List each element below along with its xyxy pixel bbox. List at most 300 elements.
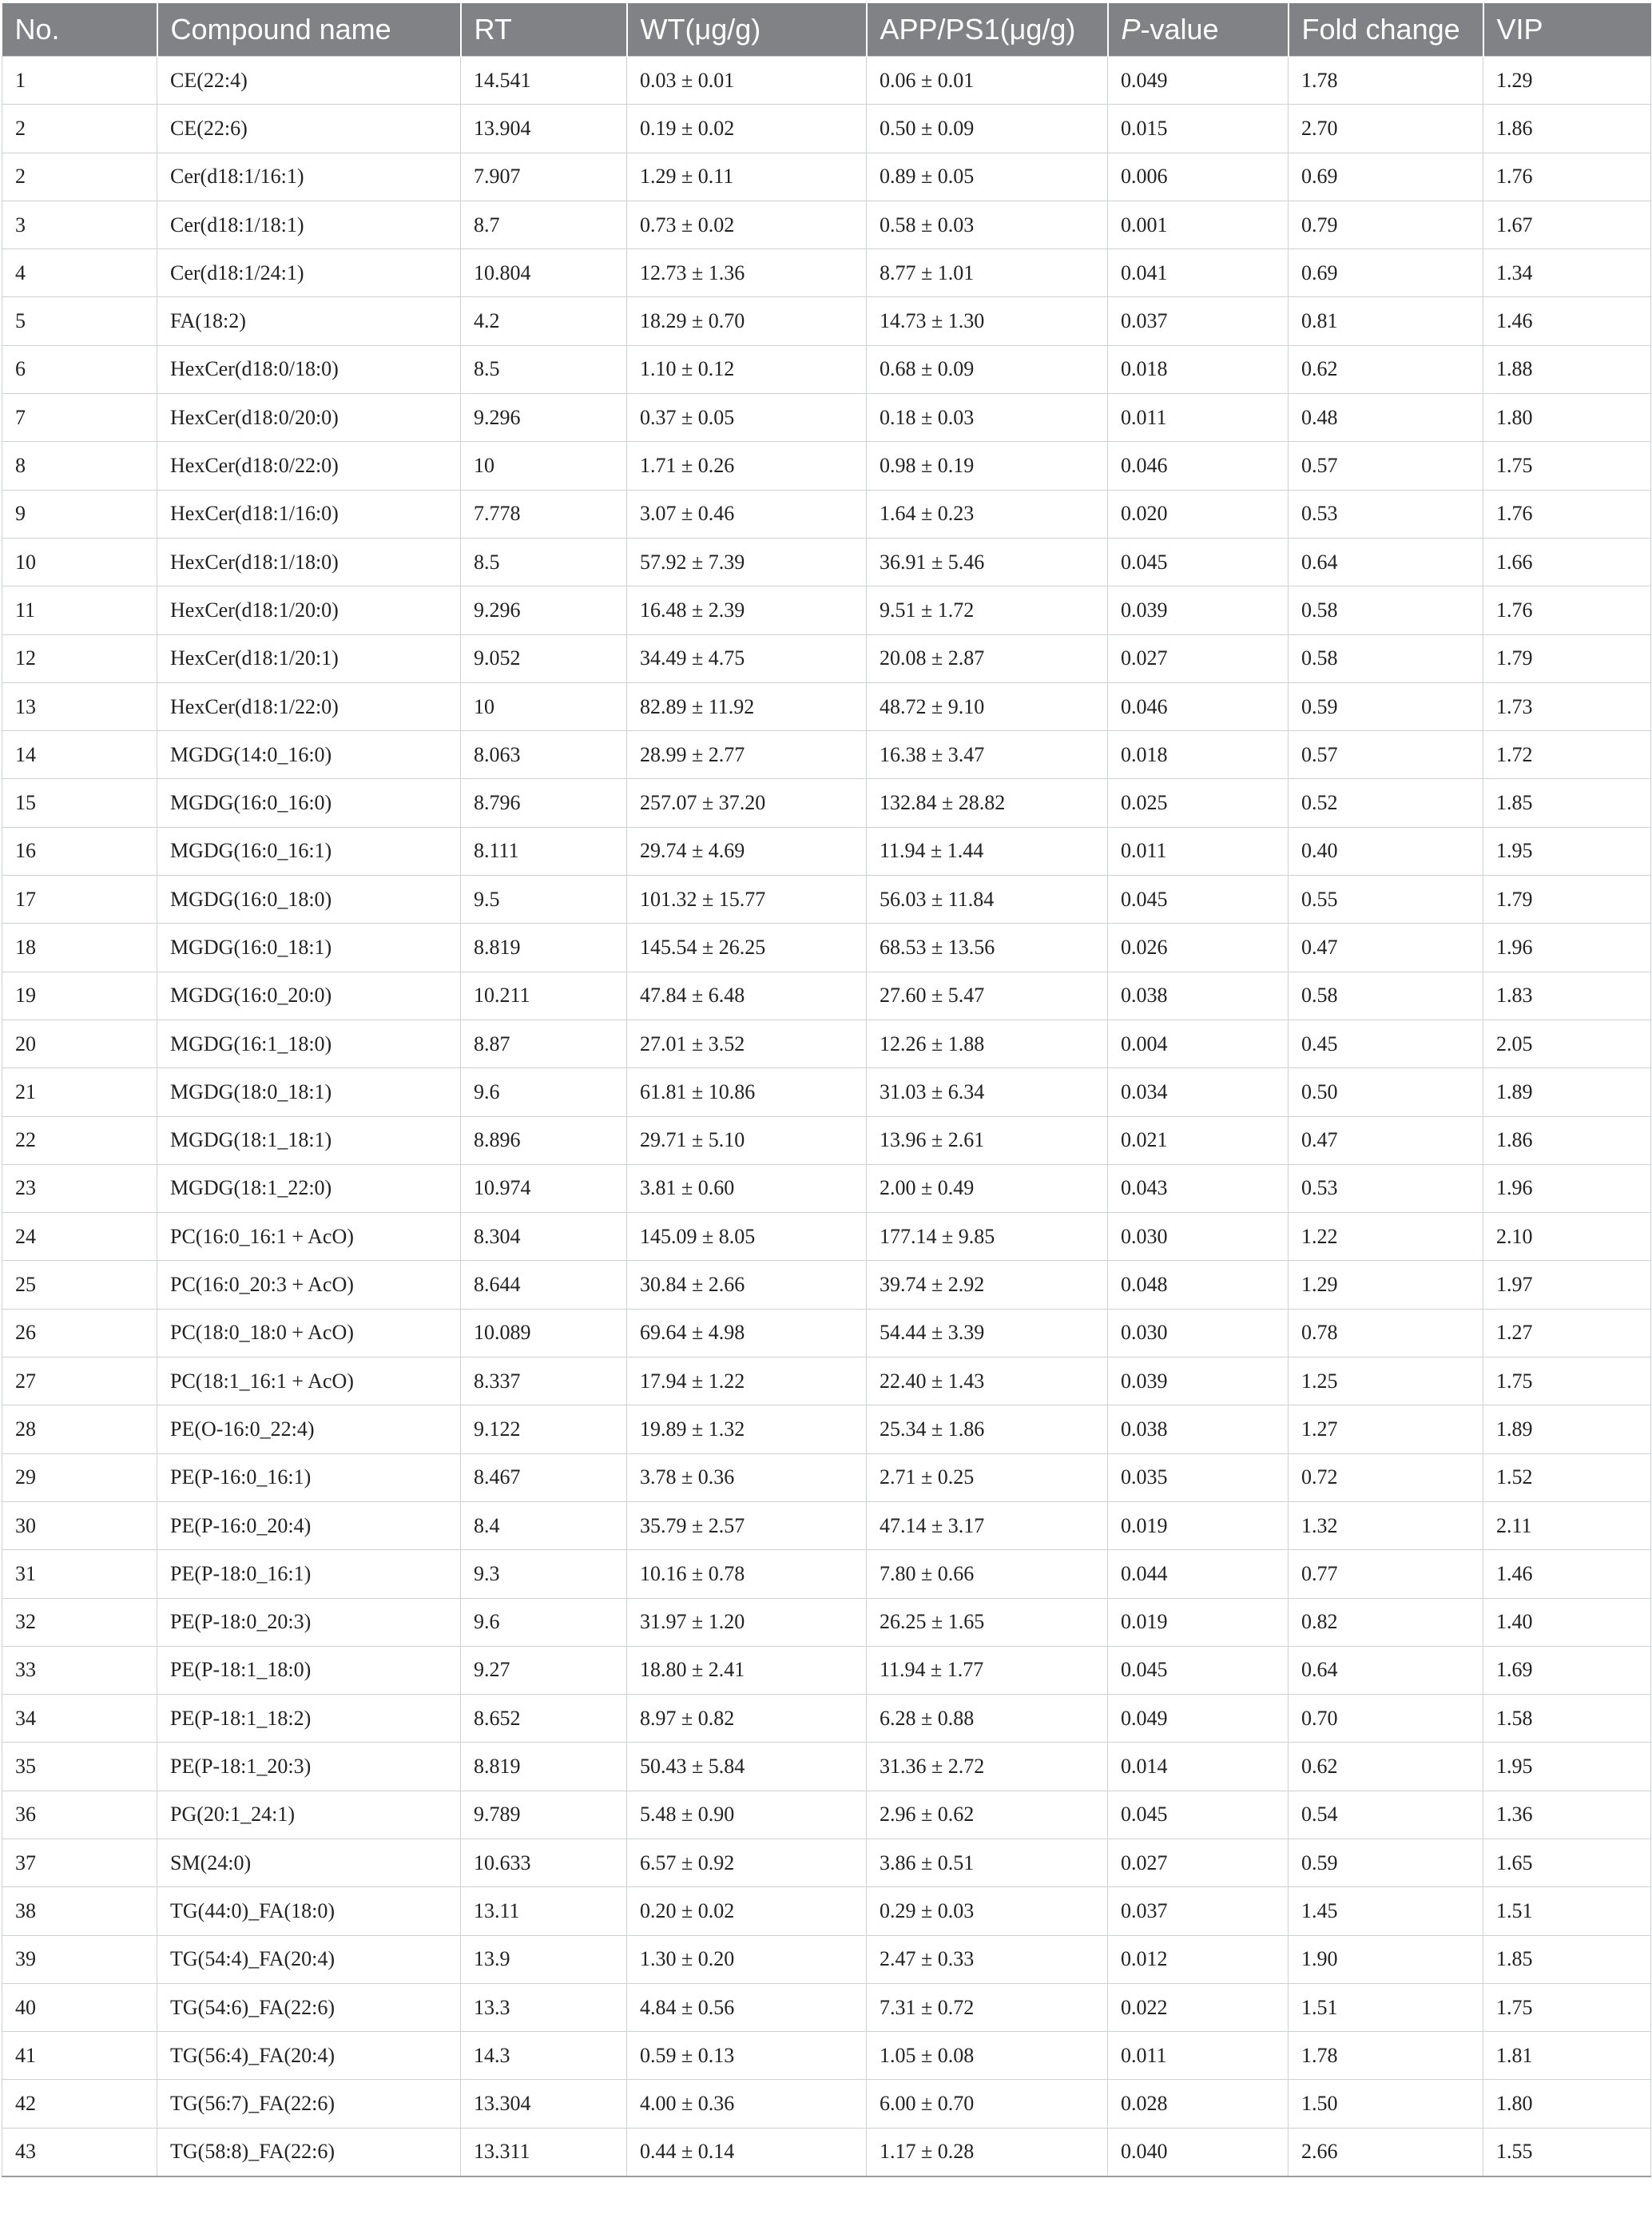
cell-rt: 8.87 bbox=[461, 1020, 627, 1067]
cell-p-value: 0.035 bbox=[1108, 1453, 1289, 1501]
cell-no: 16 bbox=[2, 827, 157, 875]
cell-rt: 10.211 bbox=[461, 972, 627, 1020]
cell-compound-name: MGDG(16:0_18:1) bbox=[157, 924, 461, 972]
cell-no: 24 bbox=[2, 1213, 157, 1261]
cell-compound-name: TG(54:6)_FA(22:6) bbox=[157, 1983, 461, 2031]
cell-compound-name: PE(P-18:0_16:1) bbox=[157, 1550, 461, 1598]
cell-compound-name: HexCer(d18:1/16:0) bbox=[157, 490, 461, 538]
cell-compound-name: PE(P-16:0_16:1) bbox=[157, 1453, 461, 1501]
cell-wt: 0.73 ± 0.02 bbox=[627, 201, 867, 248]
cell-app-ps1: 2.96 ± 0.62 bbox=[867, 1791, 1108, 1838]
cell-app-ps1: 68.53 ± 13.56 bbox=[867, 924, 1108, 972]
cell-fold-change: 0.54 bbox=[1289, 1791, 1483, 1838]
cell-fold-change: 2.70 bbox=[1289, 105, 1483, 153]
cell-no: 5 bbox=[2, 297, 157, 345]
cell-app-ps1: 0.68 ± 0.09 bbox=[867, 345, 1108, 393]
cell-rt: 9.27 bbox=[461, 1646, 627, 1694]
cell-compound-name: TG(44:0)_FA(18:0) bbox=[157, 1887, 461, 1935]
cell-compound-name: MGDG(16:1_18:0) bbox=[157, 1020, 461, 1067]
table-row bbox=[2, 1983, 1651, 2031]
cell-vip: 1.67 bbox=[1483, 201, 1651, 248]
cell-fold-change: 0.53 bbox=[1289, 1164, 1483, 1212]
cell-no: 32 bbox=[2, 1598, 157, 1646]
cell-no: 9 bbox=[2, 490, 157, 538]
cell-fold-change: 1.50 bbox=[1289, 2080, 1483, 2128]
header-label: -value bbox=[1140, 13, 1219, 46]
cell-app-ps1: 25.34 ± 1.86 bbox=[867, 1405, 1108, 1453]
header-label: VIP bbox=[1496, 13, 1543, 46]
cell-compound-name: MGDG(18:1_18:1) bbox=[157, 1116, 461, 1164]
cell-compound-name: MGDG(18:0_18:1) bbox=[157, 1068, 461, 1116]
cell-vip: 1.85 bbox=[1483, 779, 1651, 827]
cell-app-ps1: 31.03 ± 6.34 bbox=[867, 1068, 1108, 1116]
cell-rt: 8.5 bbox=[461, 345, 627, 393]
cell-compound-name: CE(22:4) bbox=[157, 57, 461, 105]
table-row bbox=[2, 1357, 1651, 1405]
cell-vip: 1.72 bbox=[1483, 731, 1651, 779]
cell-rt: 9.296 bbox=[461, 586, 627, 634]
cell-vip: 1.75 bbox=[1483, 442, 1651, 490]
cell-vip: 1.46 bbox=[1483, 1550, 1651, 1598]
header-label: No. bbox=[14, 13, 60, 46]
cell-vip: 1.27 bbox=[1483, 1309, 1651, 1357]
cell-p-value: 0.027 bbox=[1108, 1838, 1289, 1886]
cell-app-ps1: 1.05 ± 0.08 bbox=[867, 2032, 1108, 2080]
cell-app-ps1: 132.84 ± 28.82 bbox=[867, 779, 1108, 827]
cell-vip: 1.29 bbox=[1483, 57, 1651, 105]
header-label: RT bbox=[474, 13, 512, 46]
cell-compound-name: PC(18:0_18:0 + AcO) bbox=[157, 1309, 461, 1357]
cell-p-value: 0.046 bbox=[1108, 442, 1289, 490]
cell-p-value: 0.022 bbox=[1108, 1983, 1289, 2031]
cell-p-value: 0.025 bbox=[1108, 779, 1289, 827]
cell-rt: 8.111 bbox=[461, 827, 627, 875]
cell-app-ps1: 8.77 ± 1.01 bbox=[867, 249, 1108, 297]
cell-vip: 1.51 bbox=[1483, 1887, 1651, 1935]
cell-rt: 10 bbox=[461, 682, 627, 730]
cell-vip: 1.80 bbox=[1483, 394, 1651, 442]
cell-fold-change: 0.64 bbox=[1289, 1646, 1483, 1694]
cell-rt: 13.3 bbox=[461, 1983, 627, 2031]
cell-p-value: 0.026 bbox=[1108, 924, 1289, 972]
cell-wt: 3.81 ± 0.60 bbox=[627, 1164, 867, 1212]
cell-app-ps1: 36.91 ± 5.46 bbox=[867, 538, 1108, 586]
cell-app-ps1: 6.28 ± 0.88 bbox=[867, 1695, 1108, 1743]
cell-rt: 13.904 bbox=[461, 105, 627, 153]
cell-no: 38 bbox=[2, 1887, 157, 1935]
cell-rt: 10.974 bbox=[461, 1164, 627, 1212]
cell-app-ps1: 26.25 ± 1.65 bbox=[867, 1598, 1108, 1646]
cell-fold-change: 1.29 bbox=[1289, 1261, 1483, 1309]
cell-p-value: 0.045 bbox=[1108, 1646, 1289, 1694]
cell-wt: 0.03 ± 0.01 bbox=[627, 57, 867, 105]
cell-rt: 14.541 bbox=[461, 57, 627, 105]
header-app-ps1 bbox=[867, 3, 1108, 57]
table-row bbox=[2, 1646, 1651, 1694]
cell-vip: 1.89 bbox=[1483, 1405, 1651, 1453]
cell-no: 41 bbox=[2, 2032, 157, 2080]
cell-wt: 4.84 ± 0.56 bbox=[627, 1983, 867, 2031]
cell-fold-change: 0.81 bbox=[1289, 297, 1483, 345]
cell-no: 34 bbox=[2, 1695, 157, 1743]
table-row bbox=[2, 1309, 1651, 1357]
cell-vip: 1.96 bbox=[1483, 924, 1651, 972]
cell-vip: 1.81 bbox=[1483, 2032, 1651, 2080]
cell-p-value: 0.044 bbox=[1108, 1550, 1289, 1598]
cell-fold-change: 1.32 bbox=[1289, 1501, 1483, 1549]
cell-fold-change: 0.70 bbox=[1289, 1695, 1483, 1743]
header-label: Fold change bbox=[1301, 13, 1460, 46]
cell-p-value: 0.045 bbox=[1108, 538, 1289, 586]
cell-p-value: 0.038 bbox=[1108, 972, 1289, 1020]
cell-app-ps1: 0.98 ± 0.19 bbox=[867, 442, 1108, 490]
cell-fold-change: 0.55 bbox=[1289, 876, 1483, 924]
cell-fold-change: 1.45 bbox=[1289, 1887, 1483, 1935]
table-header bbox=[2, 3, 1651, 57]
cell-compound-name: PG(20:1_24:1) bbox=[157, 1791, 461, 1838]
cell-wt: 10.16 ± 0.78 bbox=[627, 1550, 867, 1598]
cell-no: 40 bbox=[2, 1983, 157, 2031]
header-vip bbox=[1483, 3, 1651, 57]
cell-rt: 8.304 bbox=[461, 1213, 627, 1261]
cell-rt: 9.3 bbox=[461, 1550, 627, 1598]
header-compound-name bbox=[157, 3, 461, 57]
cell-rt: 8.652 bbox=[461, 1695, 627, 1743]
table-row bbox=[2, 1501, 1651, 1549]
cell-compound-name: PC(18:1_16:1 + AcO) bbox=[157, 1357, 461, 1405]
cell-vip: 1.86 bbox=[1483, 1116, 1651, 1164]
cell-p-value: 0.014 bbox=[1108, 1743, 1289, 1791]
header-label: APP/PS1(μg/g) bbox=[880, 13, 1076, 46]
cell-vip: 1.97 bbox=[1483, 1261, 1651, 1309]
cell-no: 10 bbox=[2, 538, 157, 586]
table-row bbox=[2, 1213, 1651, 1261]
cell-fold-change: 0.69 bbox=[1289, 153, 1483, 201]
cell-app-ps1: 1.17 ± 0.28 bbox=[867, 2128, 1108, 2176]
cell-compound-name: MGDG(18:1_22:0) bbox=[157, 1164, 461, 1212]
cell-wt: 57.92 ± 7.39 bbox=[627, 538, 867, 586]
cell-fold-change: 0.58 bbox=[1289, 634, 1483, 682]
cell-p-value: 0.027 bbox=[1108, 634, 1289, 682]
cell-rt: 13.9 bbox=[461, 1935, 627, 1983]
cell-app-ps1: 11.94 ± 1.44 bbox=[867, 827, 1108, 875]
table-row bbox=[2, 876, 1651, 924]
cell-app-ps1: 2.47 ± 0.33 bbox=[867, 1935, 1108, 1983]
cell-app-ps1: 12.26 ± 1.88 bbox=[867, 1020, 1108, 1067]
table-row bbox=[2, 1791, 1651, 1838]
cell-no: 21 bbox=[2, 1068, 157, 1116]
cell-p-value: 0.011 bbox=[1108, 2032, 1289, 2080]
cell-rt: 10 bbox=[461, 442, 627, 490]
cell-rt: 9.789 bbox=[461, 1791, 627, 1838]
table-row bbox=[2, 924, 1651, 972]
cell-rt: 8.7 bbox=[461, 201, 627, 248]
table-row bbox=[2, 586, 1651, 634]
cell-fold-change: 0.72 bbox=[1289, 1453, 1483, 1501]
cell-vip: 1.83 bbox=[1483, 972, 1651, 1020]
cell-compound-name: HexCer(d18:1/20:0) bbox=[157, 586, 461, 634]
cell-rt: 9.122 bbox=[461, 1405, 627, 1453]
cell-rt: 8.337 bbox=[461, 1357, 627, 1405]
cell-no: 33 bbox=[2, 1646, 157, 1694]
cell-fold-change: 0.57 bbox=[1289, 442, 1483, 490]
cell-wt: 145.54 ± 26.25 bbox=[627, 924, 867, 972]
cell-wt: 29.71 ± 5.10 bbox=[627, 1116, 867, 1164]
cell-compound-name: HexCer(d18:1/20:1) bbox=[157, 634, 461, 682]
cell-p-value: 0.021 bbox=[1108, 1116, 1289, 1164]
cell-wt: 4.00 ± 0.36 bbox=[627, 2080, 867, 2128]
cell-fold-change: 0.58 bbox=[1289, 586, 1483, 634]
cell-wt: 35.79 ± 2.57 bbox=[627, 1501, 867, 1549]
table-body bbox=[2, 57, 1651, 2177]
cell-no: 2 bbox=[2, 105, 157, 153]
cell-no: 28 bbox=[2, 1405, 157, 1453]
cell-vip: 2.10 bbox=[1483, 1213, 1651, 1261]
cell-compound-name: HexCer(d18:0/22:0) bbox=[157, 442, 461, 490]
table-row bbox=[2, 1261, 1651, 1309]
cell-rt: 9.6 bbox=[461, 1068, 627, 1116]
cell-no: 18 bbox=[2, 924, 157, 972]
table-row bbox=[2, 1838, 1651, 1886]
cell-no: 12 bbox=[2, 634, 157, 682]
cell-rt: 7.778 bbox=[461, 490, 627, 538]
table-row bbox=[2, 153, 1651, 201]
header-row bbox=[2, 3, 1651, 57]
cell-vip: 1.52 bbox=[1483, 1453, 1651, 1501]
cell-fold-change: 0.47 bbox=[1289, 924, 1483, 972]
cell-no: 13 bbox=[2, 682, 157, 730]
cell-fold-change: 1.51 bbox=[1289, 1983, 1483, 2031]
cell-rt: 10.804 bbox=[461, 249, 627, 297]
cell-rt: 8.063 bbox=[461, 731, 627, 779]
cell-vip: 1.76 bbox=[1483, 153, 1651, 201]
cell-p-value: 0.037 bbox=[1108, 297, 1289, 345]
cell-app-ps1: 1.64 ± 0.23 bbox=[867, 490, 1108, 538]
cell-wt: 6.57 ± 0.92 bbox=[627, 1838, 867, 1886]
cell-wt: 27.01 ± 3.52 bbox=[627, 1020, 867, 1067]
cell-compound-name: CE(22:6) bbox=[157, 105, 461, 153]
cell-p-value: 0.045 bbox=[1108, 876, 1289, 924]
cell-no: 11 bbox=[2, 586, 157, 634]
cell-rt: 8.467 bbox=[461, 1453, 627, 1501]
table-row bbox=[2, 394, 1651, 442]
cell-app-ps1: 22.40 ± 1.43 bbox=[867, 1357, 1108, 1405]
cell-no: 15 bbox=[2, 779, 157, 827]
cell-p-value: 0.040 bbox=[1108, 2128, 1289, 2176]
cell-p-value: 0.028 bbox=[1108, 2080, 1289, 2128]
cell-wt: 0.44 ± 0.14 bbox=[627, 2128, 867, 2176]
cell-wt: 8.97 ± 0.82 bbox=[627, 1695, 867, 1743]
header-p-value bbox=[1108, 3, 1289, 57]
cell-app-ps1: 0.18 ± 0.03 bbox=[867, 394, 1108, 442]
cell-fold-change: 0.59 bbox=[1289, 1838, 1483, 1886]
header-fold-change bbox=[1289, 3, 1483, 57]
table-row bbox=[2, 105, 1651, 153]
cell-rt: 13.304 bbox=[461, 2080, 627, 2128]
cell-vip: 1.88 bbox=[1483, 345, 1651, 393]
cell-p-value: 0.049 bbox=[1108, 57, 1289, 105]
table-row bbox=[2, 779, 1651, 827]
cell-p-value: 0.039 bbox=[1108, 1357, 1289, 1405]
cell-wt: 0.59 ± 0.13 bbox=[627, 2032, 867, 2080]
cell-rt: 9.052 bbox=[461, 634, 627, 682]
table-row bbox=[2, 442, 1651, 490]
cell-wt: 3.78 ± 0.36 bbox=[627, 1453, 867, 1501]
cell-fold-change: 0.47 bbox=[1289, 1116, 1483, 1164]
cell-p-value: 0.037 bbox=[1108, 1887, 1289, 1935]
cell-fold-change: 0.50 bbox=[1289, 1068, 1483, 1116]
cell-fold-change: 0.78 bbox=[1289, 1309, 1483, 1357]
cell-vip: 1.89 bbox=[1483, 1068, 1651, 1116]
cell-fold-change: 0.57 bbox=[1289, 731, 1483, 779]
header-no bbox=[2, 3, 157, 57]
cell-vip: 1.95 bbox=[1483, 827, 1651, 875]
cell-no: 37 bbox=[2, 1838, 157, 1886]
cell-wt: 16.48 ± 2.39 bbox=[627, 586, 867, 634]
cell-vip: 1.79 bbox=[1483, 876, 1651, 924]
cell-compound-name: PE(P-16:0_20:4) bbox=[157, 1501, 461, 1549]
cell-wt: 257.07 ± 37.20 bbox=[627, 779, 867, 827]
cell-app-ps1: 7.31 ± 0.72 bbox=[867, 1983, 1108, 2031]
cell-app-ps1: 0.89 ± 0.05 bbox=[867, 153, 1108, 201]
cell-compound-name: Cer(d18:1/18:1) bbox=[157, 201, 461, 248]
cell-compound-name: PE(P-18:1_20:3) bbox=[157, 1743, 461, 1791]
table-row bbox=[2, 1068, 1651, 1116]
cell-wt: 50.43 ± 5.84 bbox=[627, 1743, 867, 1791]
lipid-table bbox=[2, 3, 1651, 2177]
cell-fold-change: 1.22 bbox=[1289, 1213, 1483, 1261]
cell-p-value: 0.041 bbox=[1108, 249, 1289, 297]
cell-p-value: 0.019 bbox=[1108, 1598, 1289, 1646]
cell-vip: 1.66 bbox=[1483, 538, 1651, 586]
cell-rt: 9.5 bbox=[461, 876, 627, 924]
cell-p-value: 0.045 bbox=[1108, 1791, 1289, 1838]
cell-compound-name: TG(54:4)_FA(20:4) bbox=[157, 1935, 461, 1983]
cell-p-value: 0.012 bbox=[1108, 1935, 1289, 1983]
cell-vip: 1.79 bbox=[1483, 634, 1651, 682]
cell-wt: 1.29 ± 0.11 bbox=[627, 153, 867, 201]
table-row bbox=[2, 827, 1651, 875]
cell-vip: 1.36 bbox=[1483, 1791, 1651, 1838]
cell-rt: 14.3 bbox=[461, 2032, 627, 2080]
cell-vip: 1.75 bbox=[1483, 1983, 1651, 2031]
cell-compound-name: HexCer(d18:1/18:0) bbox=[157, 538, 461, 586]
cell-compound-name: PC(16:0_20:3 + AcO) bbox=[157, 1261, 461, 1309]
cell-app-ps1: 0.58 ± 0.03 bbox=[867, 201, 1108, 248]
cell-fold-change: 0.58 bbox=[1289, 972, 1483, 1020]
cell-fold-change: 0.48 bbox=[1289, 394, 1483, 442]
cell-no: 27 bbox=[2, 1357, 157, 1405]
cell-wt: 82.89 ± 11.92 bbox=[627, 682, 867, 730]
cell-vip: 1.73 bbox=[1483, 682, 1651, 730]
cell-wt: 145.09 ± 8.05 bbox=[627, 1213, 867, 1261]
cell-app-ps1: 177.14 ± 9.85 bbox=[867, 1213, 1108, 1261]
table-row bbox=[2, 2032, 1651, 2080]
cell-app-ps1: 20.08 ± 2.87 bbox=[867, 634, 1108, 682]
cell-rt: 8.819 bbox=[461, 1743, 627, 1791]
cell-wt: 19.89 ± 1.32 bbox=[627, 1405, 867, 1453]
cell-p-value: 0.015 bbox=[1108, 105, 1289, 153]
table-row bbox=[2, 1116, 1651, 1164]
cell-no: 7 bbox=[2, 394, 157, 442]
cell-rt: 4.2 bbox=[461, 297, 627, 345]
table-row bbox=[2, 57, 1651, 105]
cell-app-ps1: 48.72 ± 9.10 bbox=[867, 682, 1108, 730]
cell-wt: 18.29 ± 0.70 bbox=[627, 297, 867, 345]
cell-compound-name: PE(P-18:1_18:0) bbox=[157, 1646, 461, 1694]
cell-app-ps1: 3.86 ± 0.51 bbox=[867, 1838, 1108, 1886]
cell-rt: 8.896 bbox=[461, 1116, 627, 1164]
cell-wt: 61.81 ± 10.86 bbox=[627, 1068, 867, 1116]
cell-no: 31 bbox=[2, 1550, 157, 1598]
cell-app-ps1: 11.94 ± 1.77 bbox=[867, 1646, 1108, 1694]
cell-app-ps1: 7.80 ± 0.66 bbox=[867, 1550, 1108, 1598]
cell-no: 23 bbox=[2, 1164, 157, 1212]
cell-p-value: 0.011 bbox=[1108, 827, 1289, 875]
cell-vip: 2.05 bbox=[1483, 1020, 1651, 1067]
cell-no: 43 bbox=[2, 2128, 157, 2176]
table-row bbox=[2, 682, 1651, 730]
cell-rt: 10.089 bbox=[461, 1309, 627, 1357]
cell-p-value: 0.004 bbox=[1108, 1020, 1289, 1067]
table-row bbox=[2, 490, 1651, 538]
cell-wt: 1.71 ± 0.26 bbox=[627, 442, 867, 490]
cell-wt: 12.73 ± 1.36 bbox=[627, 249, 867, 297]
cell-vip: 1.96 bbox=[1483, 1164, 1651, 1212]
header-rt bbox=[461, 3, 627, 57]
cell-app-ps1: 16.38 ± 3.47 bbox=[867, 731, 1108, 779]
cell-rt: 9.6 bbox=[461, 1598, 627, 1646]
cell-wt: 17.94 ± 1.22 bbox=[627, 1357, 867, 1405]
cell-vip: 1.40 bbox=[1483, 1598, 1651, 1646]
cell-fold-change: 0.40 bbox=[1289, 827, 1483, 875]
header-label-italic: P bbox=[1121, 13, 1141, 46]
cell-vip: 1.65 bbox=[1483, 1838, 1651, 1886]
cell-no: 25 bbox=[2, 1261, 157, 1309]
cell-app-ps1: 13.96 ± 2.61 bbox=[867, 1116, 1108, 1164]
cell-no: 6 bbox=[2, 345, 157, 393]
cell-no: 8 bbox=[2, 442, 157, 490]
cell-rt: 8.644 bbox=[461, 1261, 627, 1309]
table-row bbox=[2, 1550, 1651, 1598]
cell-no: 26 bbox=[2, 1309, 157, 1357]
cell-no: 14 bbox=[2, 731, 157, 779]
cell-wt: 101.32 ± 15.77 bbox=[627, 876, 867, 924]
cell-app-ps1: 39.74 ± 2.92 bbox=[867, 1261, 1108, 1309]
table-row bbox=[2, 1887, 1651, 1935]
cell-vip: 1.86 bbox=[1483, 105, 1651, 153]
cell-compound-name: Cer(d18:1/16:1) bbox=[157, 153, 461, 201]
cell-p-value: 0.018 bbox=[1108, 731, 1289, 779]
cell-fold-change: 0.52 bbox=[1289, 779, 1483, 827]
cell-fold-change: 2.66 bbox=[1289, 2128, 1483, 2176]
cell-no: 20 bbox=[2, 1020, 157, 1067]
cell-rt: 8.4 bbox=[461, 1501, 627, 1549]
header-wt bbox=[627, 3, 867, 57]
cell-p-value: 0.039 bbox=[1108, 586, 1289, 634]
cell-compound-name: TG(58:8)_FA(22:6) bbox=[157, 2128, 461, 2176]
cell-compound-name: MGDG(16:0_20:0) bbox=[157, 972, 461, 1020]
table-row bbox=[2, 201, 1651, 248]
cell-app-ps1: 9.51 ± 1.72 bbox=[867, 586, 1108, 634]
cell-vip: 1.76 bbox=[1483, 586, 1651, 634]
cell-compound-name: PC(16:0_16:1 + AcO) bbox=[157, 1213, 461, 1261]
cell-rt: 10.633 bbox=[461, 1838, 627, 1886]
cell-compound-name: Cer(d18:1/24:1) bbox=[157, 249, 461, 297]
cell-app-ps1: 0.50 ± 0.09 bbox=[867, 105, 1108, 153]
cell-no: 29 bbox=[2, 1453, 157, 1501]
cell-compound-name: MGDG(16:0_16:1) bbox=[157, 827, 461, 875]
